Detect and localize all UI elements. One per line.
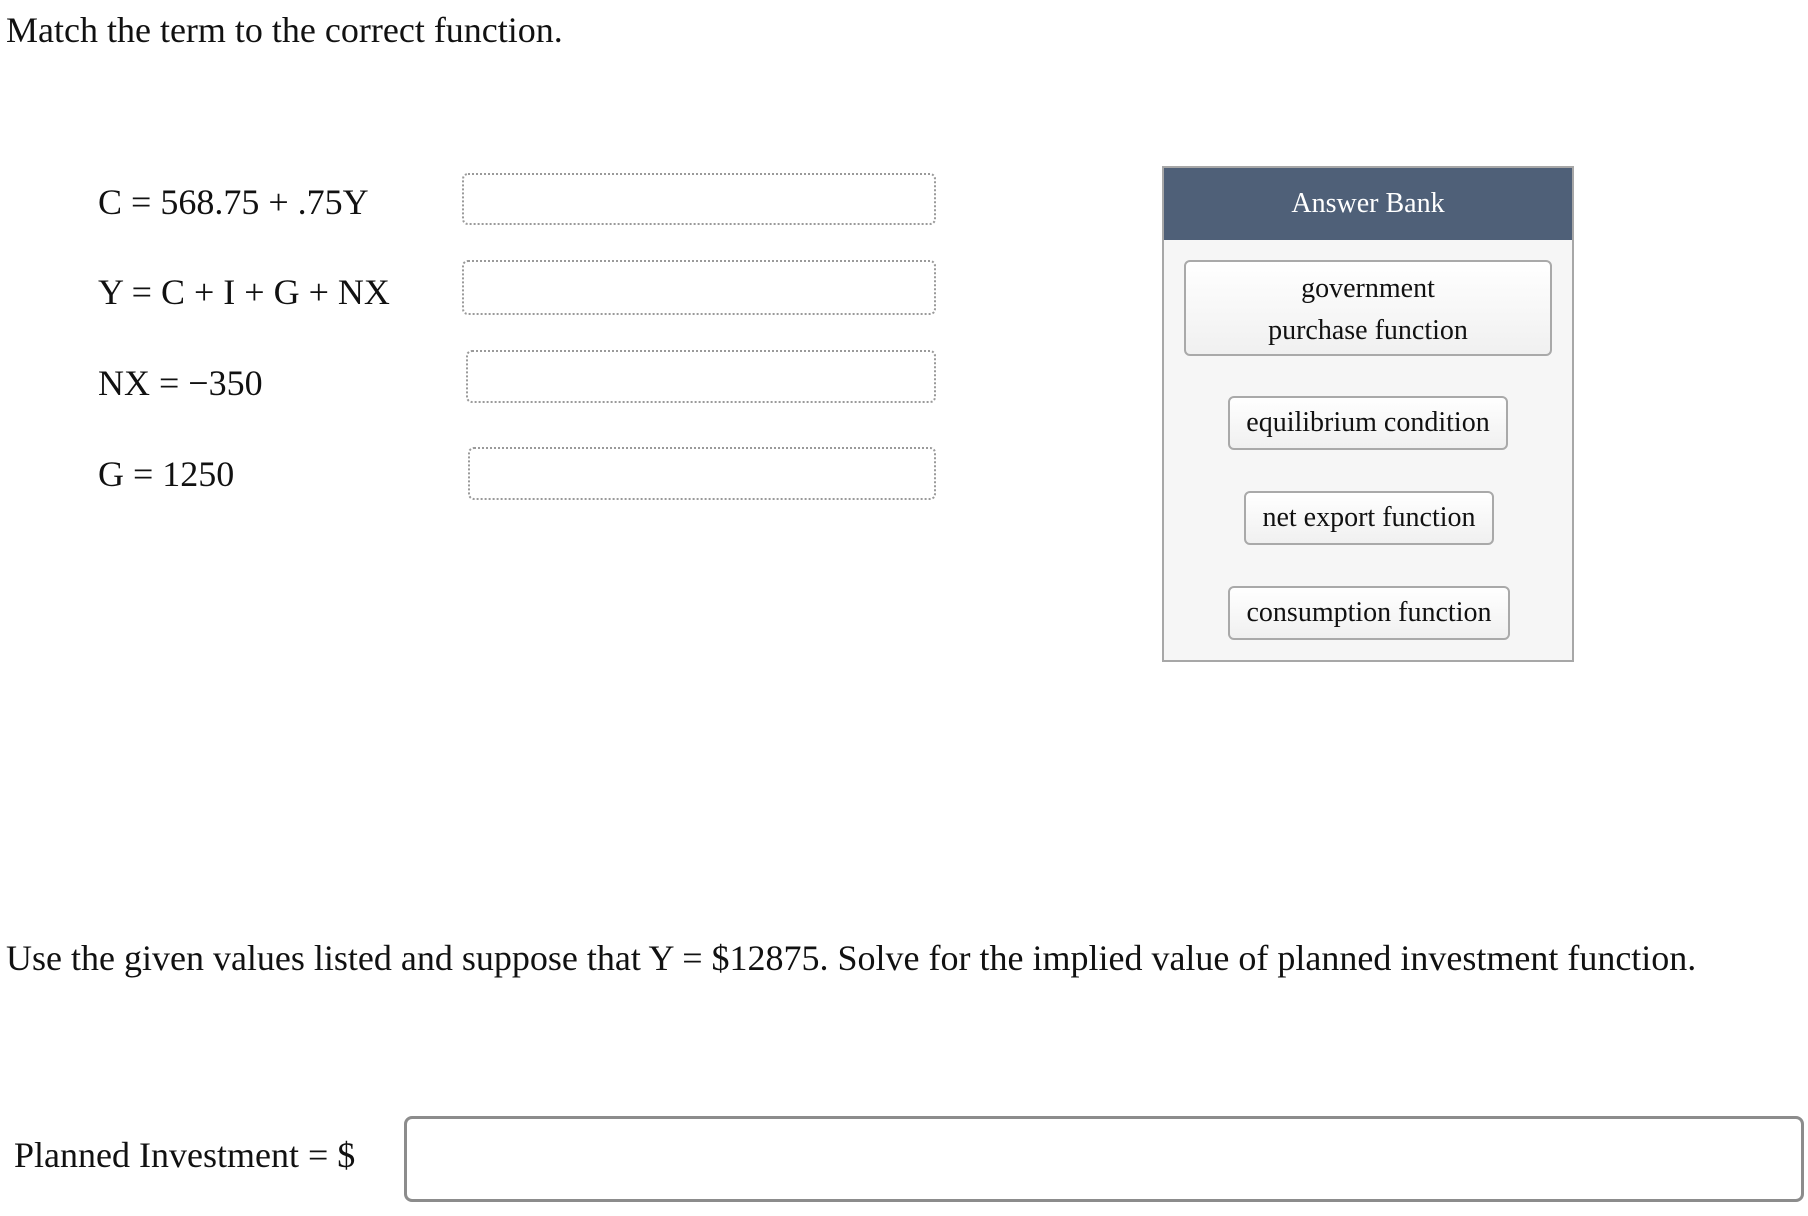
- term-consumption-equation: C = 568.75 + .75Y: [98, 182, 369, 222]
- answer-chip-line-2: purchase function: [1268, 315, 1468, 346]
- question-text: Use the given values listed and suppose that Y = $12875. Solve for the implied value of planned investment function.: [6, 938, 1697, 978]
- dropzone-term-1[interactable]: [462, 173, 936, 225]
- term-net-export-equation: NX = −350: [98, 363, 263, 403]
- term-equilibrium-equation: Y = C + I + G + NX: [98, 272, 390, 312]
- answer-chip-net-export-function[interactable]: net export function: [1244, 491, 1494, 545]
- dropzone-term-2[interactable]: [462, 260, 936, 315]
- answer-chip-government-purchase-function[interactable]: [1184, 260, 1552, 356]
- answer-bank: [1162, 166, 1574, 662]
- answer-bank-title: Answer Bank: [1164, 168, 1572, 240]
- planned-investment-input[interactable]: [404, 1116, 1804, 1202]
- term-government-equation: G = 1250: [98, 454, 235, 494]
- answer-chip-line-1: government: [1301, 273, 1435, 304]
- planned-investment-label: Planned Investment = $: [14, 1135, 356, 1175]
- dropzone-term-3[interactable]: [466, 350, 936, 403]
- dropzone-term-4[interactable]: [468, 447, 936, 500]
- answer-chip-consumption-function[interactable]: consumption function: [1228, 586, 1510, 640]
- answer-chip-equilibrium-condition[interactable]: equilibrium condition: [1228, 396, 1508, 450]
- instruction-text: Match the term to the correct function.: [6, 10, 563, 50]
